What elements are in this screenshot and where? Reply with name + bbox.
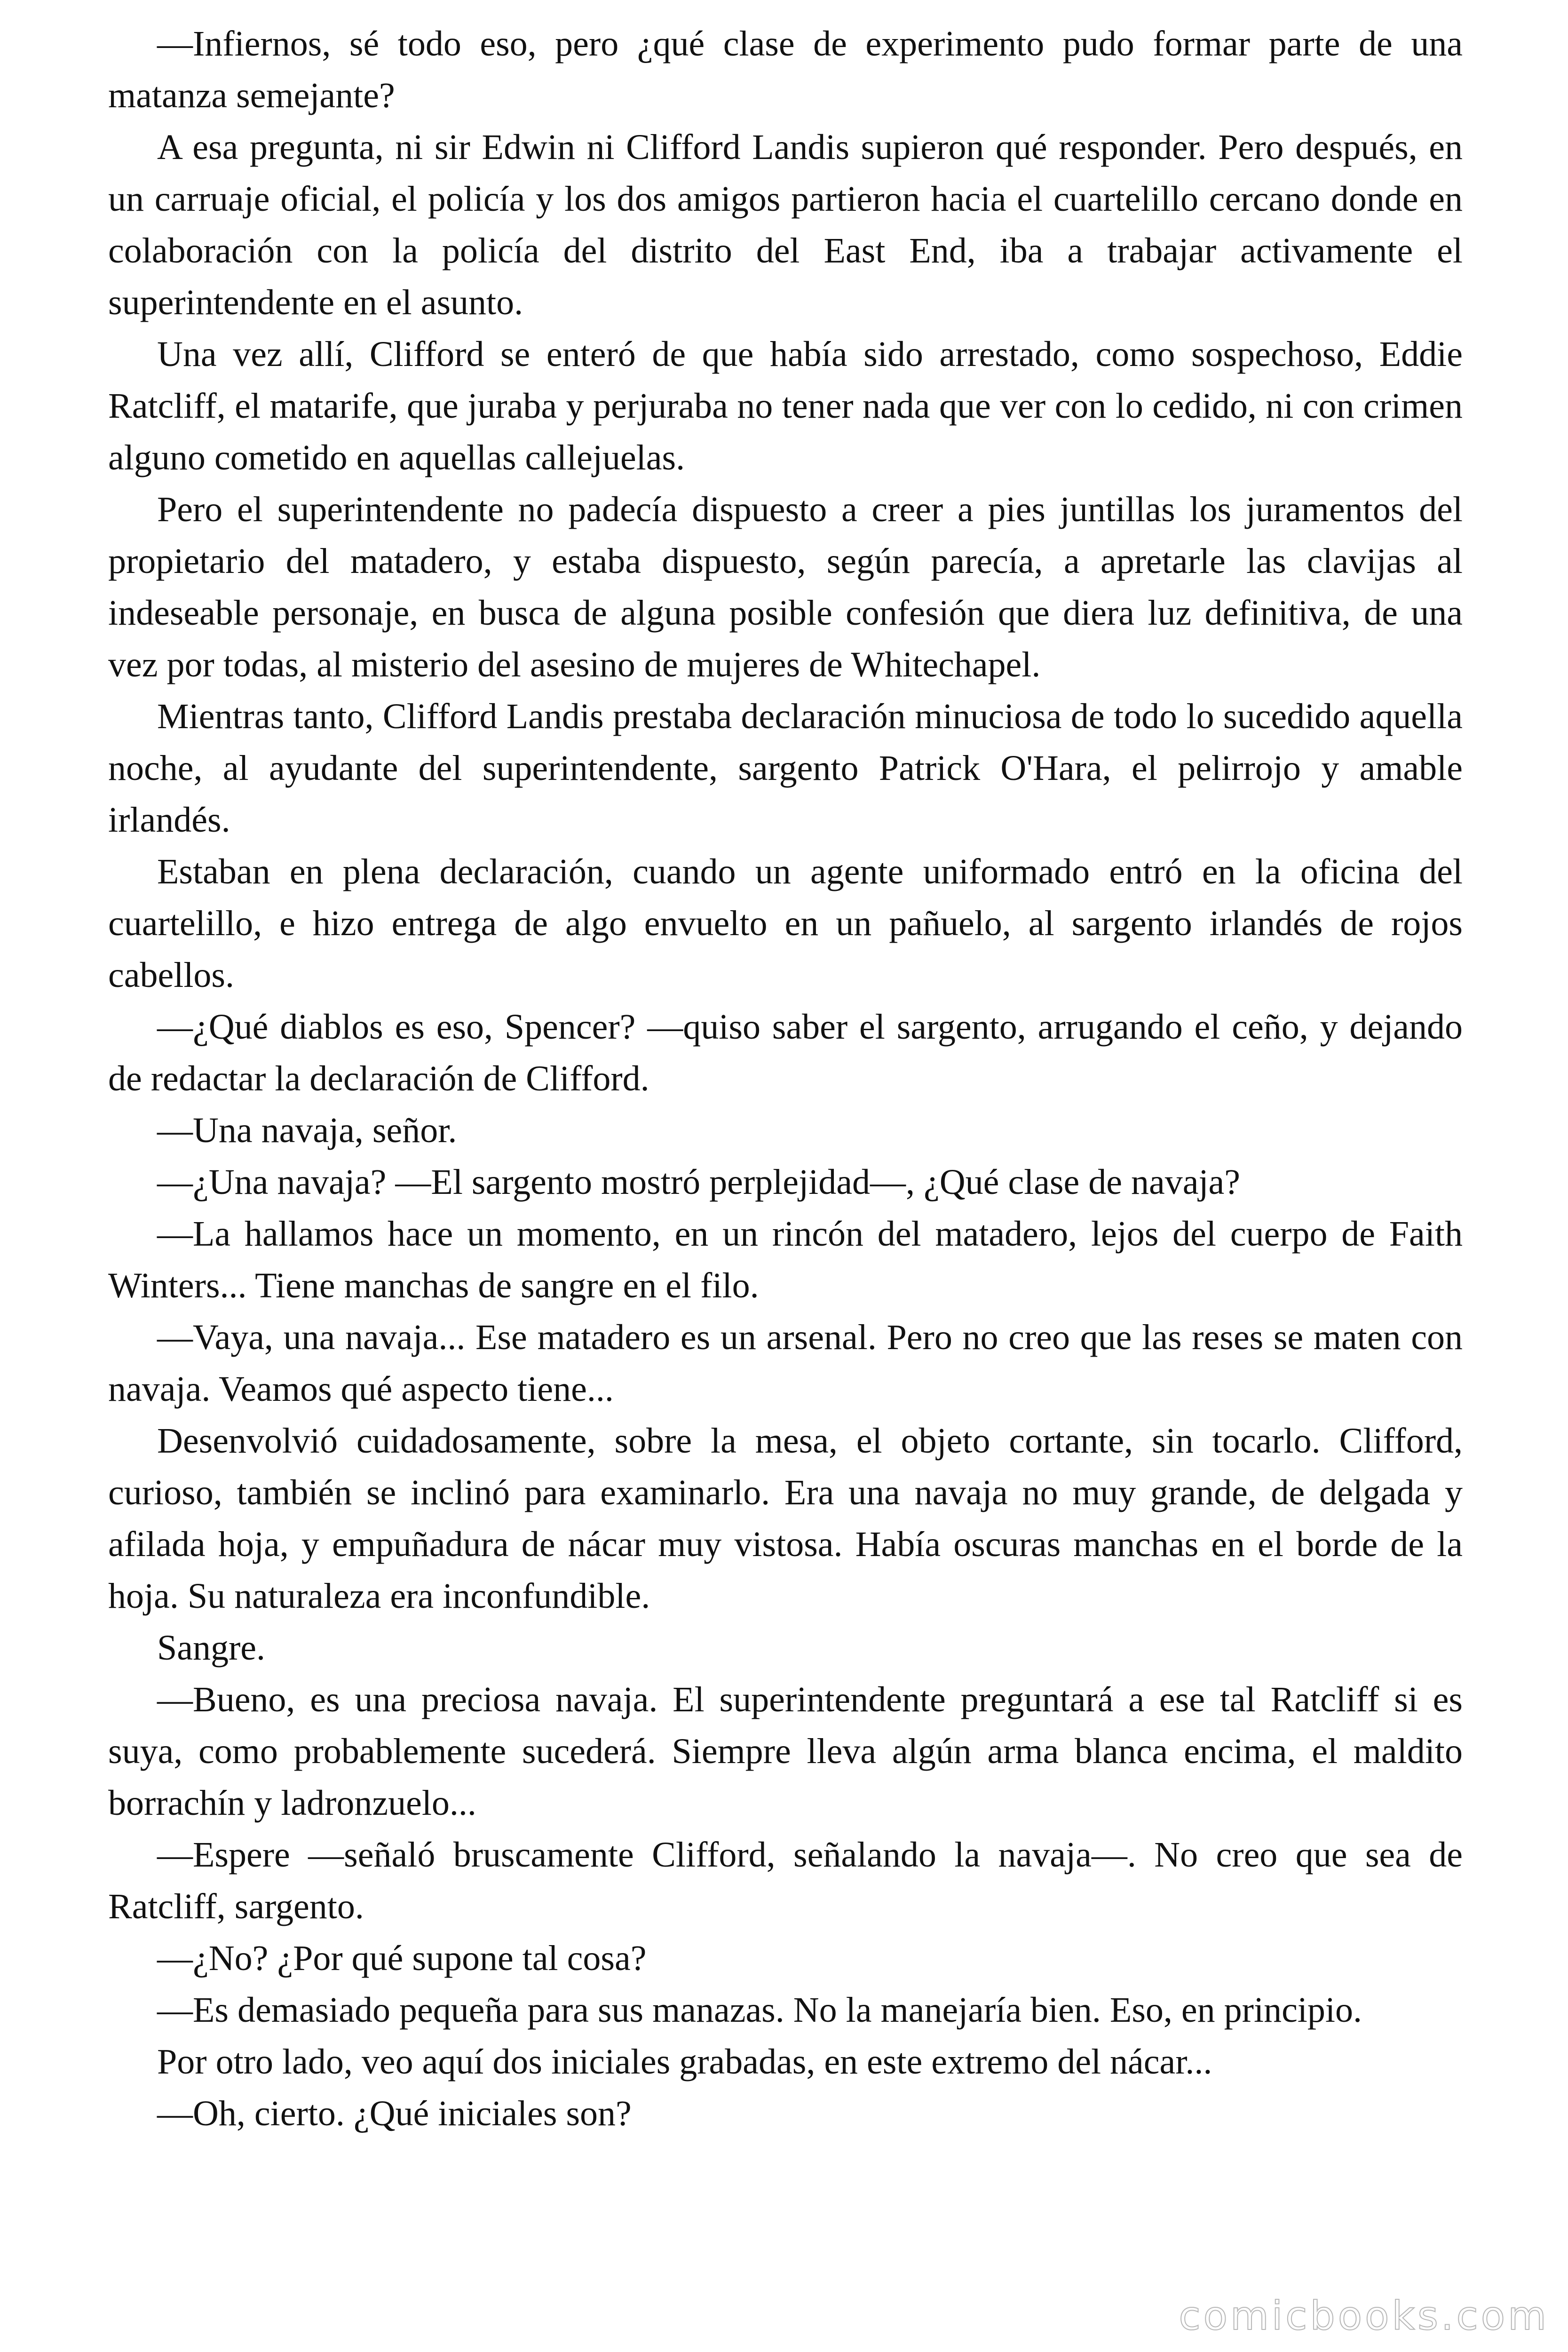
paragraph-10: —La hallamos hace un momento, en un rincón del matadero, lejos del cuerpo de Faith Winters... Tiene manchas de sangre en el filo. (108, 1214, 1463, 1305)
paragraph-2: A esa pregunta, ni sir Edwin ni Clifford Landis supieron qué responder. Pero después, en un carruaje oficial, el policía y los dos amigos partieron hacia el cuartelillo cercano donde en colaboración con la policía del distrito del East End, iba a trabajar activamente el superintendente en el asunto. (108, 127, 1463, 322)
paragraph-3: Una vez allí, Clifford se enteró de que había sido arrestado, como sospechoso, Eddie Ratcliff, el matarife, que juraba y perjuraba no tener nada que ver con lo cedido, ni con crimen alguno cometido en aquellas callejuelas. (108, 334, 1463, 477)
paragraph-6: Estaban en plena declaración, cuando un agente uniformado entró en la oficina del cuartelillo, e hizo entrega de algo envuelto en un pañuelo, al sargento irlandés de rojos cabellos. (108, 852, 1463, 995)
paragraph-1: —Infiernos, sé todo eso, pero ¿qué clase de experimento pudo formar parte de una matanza semejante? (108, 24, 1463, 115)
paragraph-5: Mientras tanto, Clifford Landis prestaba declaración minuciosa de todo lo sucedido aquella noche, al ayudante del superintendente, sargento Patrick O'Hara, el pelirrojo y amable irlandés. (108, 697, 1463, 840)
paragraph-13: Sangre. (157, 1628, 266, 1668)
paragraph-8: —Una navaja, señor. (157, 1111, 457, 1150)
paragraph-16: —¿No? ¿Por qué supone tal cosa? (157, 1939, 647, 1978)
page-text (108, 18, 1463, 2139)
paragraph-18: Por otro lado, veo aquí dos iniciales grabadas, en este extremo del nácar... (157, 2042, 1212, 2082)
paragraph-12: Desenvolvió cuidadosamente, sobre la mesa, el objeto cortante, sin tocarlo. Clifford, curioso, también se inclinó para examinarlo. Era una navaja no muy grande, de delgada y afilada hoja, y empuñadura de nácar muy vistosa. Había oscuras manchas en el borde de la hoja. Su naturaleza era inconfundible. (108, 1421, 1463, 1616)
paragraph-19: —Oh, cierto. ¿Qué iniciales son? (157, 2094, 632, 2133)
watermark: comicbooks.com (1179, 2293, 1549, 2339)
paragraph-17: —Es demasiado pequeña para sus manazas. No la manejaría bien. Eso, en principio. (157, 1990, 1362, 2030)
paragraph-9: —¿Una navaja? —El sargento mostró perplejidad—, ¿Qué clase de navaja? (157, 1162, 1241, 1202)
paragraph-14: —Bueno, es una preciosa navaja. El superintendente preguntará a ese tal Ratcliff si es suya, como probablemente sucederá. Siempre lleva algún arma blanca encima, el maldito borrachín y ladronzuelo... (108, 1680, 1463, 1823)
paragraph-11: —Vaya, una navaja... Ese matadero es un arsenal. Pero no creo que las reses se maten con navaja. Veamos qué aspecto tiene... (108, 1318, 1463, 1409)
paragraph-7: —¿Qué diablos es eso, Spencer? —quiso saber el sargento, arrugando el ceño, y dejando de redactar la declaración de Clifford. (108, 1007, 1463, 1098)
paragraph-4: Pero el superintendente no padecía dispuesto a creer a pies juntillas los juramentos del propietario del matadero, y estaba dispuesto, según parecía, a apretarle las clavijas al indeseable personaje, en busca de alguna posible confesión que diera luz definitiva, de una vez por todas, al misterio del asesino de mujeres de Whitechapel. (108, 490, 1463, 684)
paragraph-15: —Espere —señaló bruscamente Clifford, señalando la navaja—. No creo que sea de Ratcliff, sargento. (108, 1835, 1463, 1926)
